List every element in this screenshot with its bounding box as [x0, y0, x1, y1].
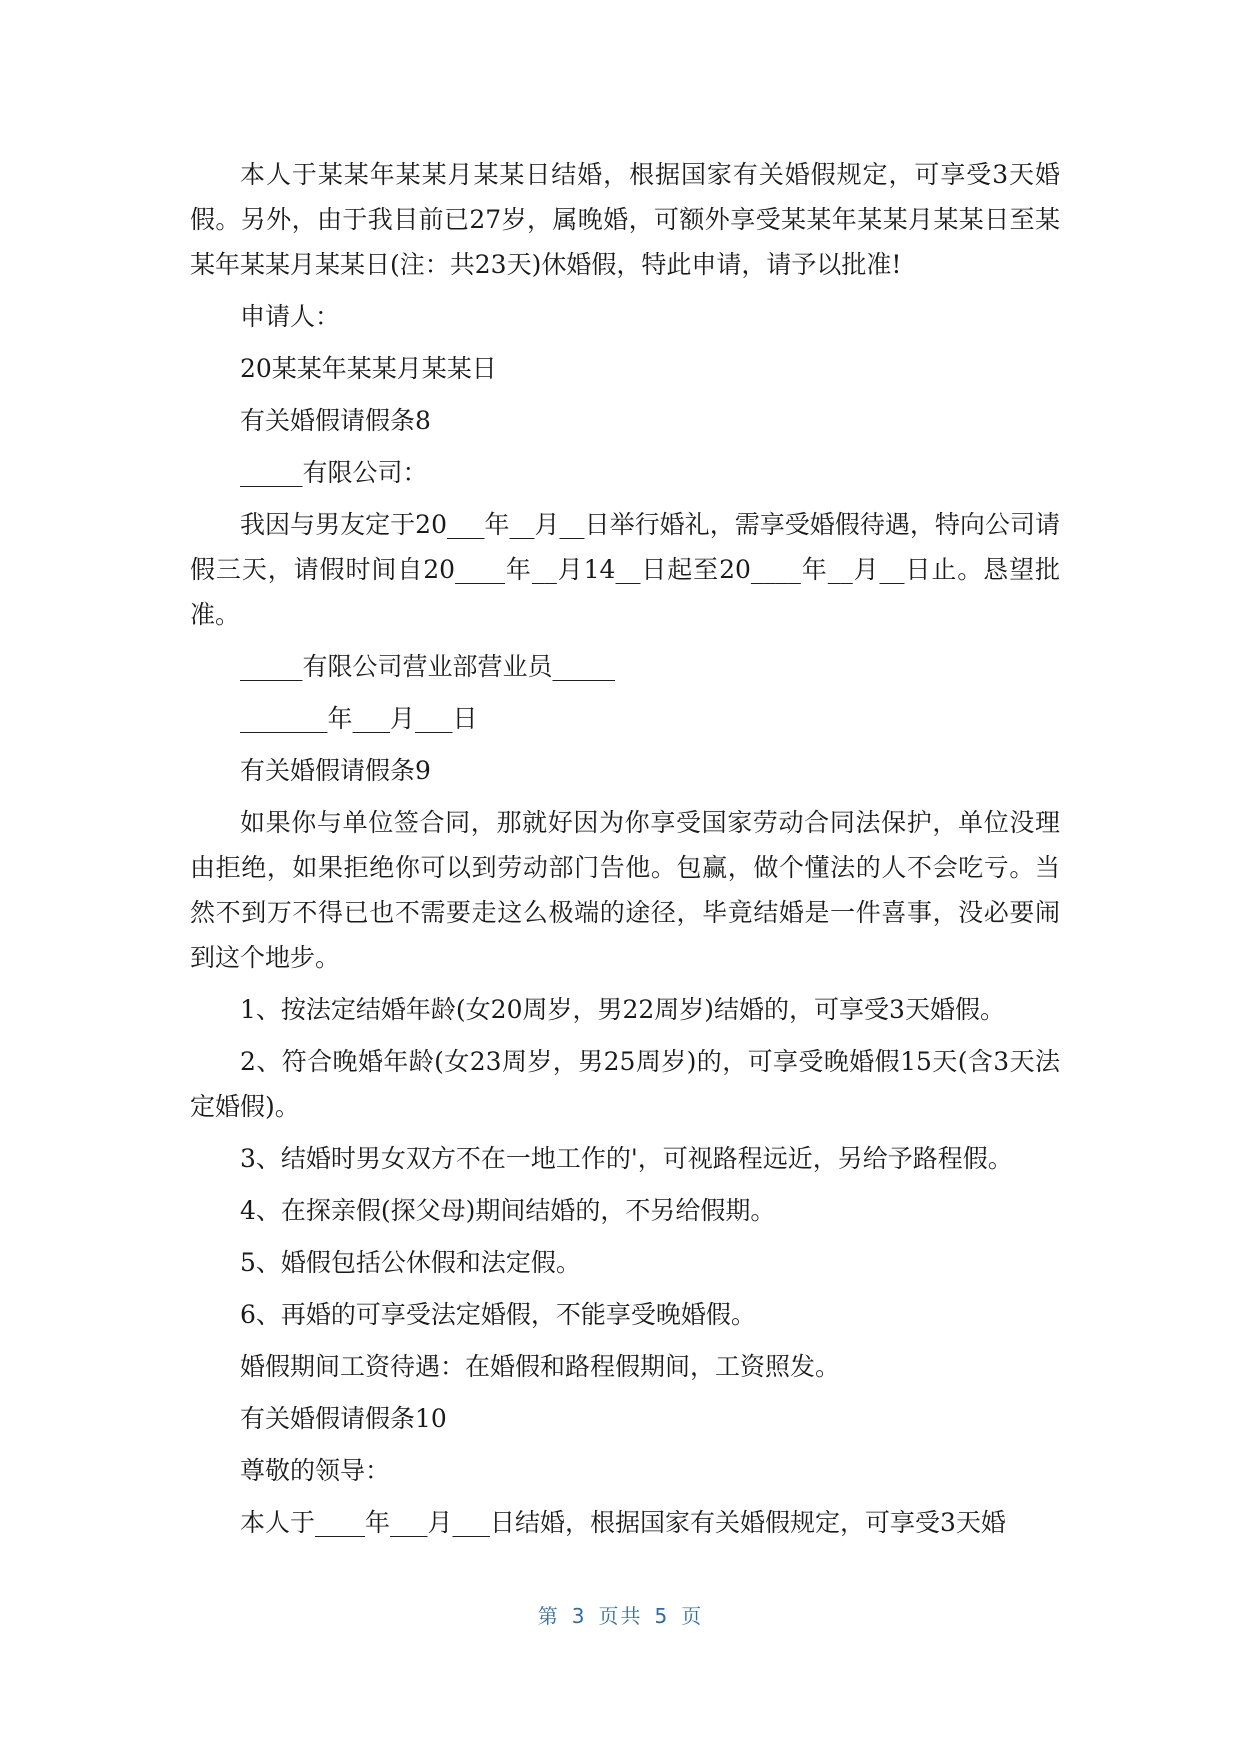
rule-item-1: 1、按法定结婚年龄(女20周岁，男22周岁)结婚的，可享受3天婚假。	[240, 995, 1005, 1024]
rule-item-3: 3、结婚时男女双方不在一地工作的'，可视路程远近，另给予路程假。	[240, 1144, 1013, 1173]
applicant-line: 申请人：	[240, 302, 341, 331]
section-heading-9: 有关婚假请假条9	[240, 756, 431, 785]
footer-word-yegong: 页共	[598, 1604, 643, 1628]
paragraph-final: 本人于____年___月___日结婚，根据国家有关婚假规定，可享受3天婚	[240, 1508, 1006, 1537]
date-line: 20某某年某某月某某日	[240, 354, 497, 383]
rule-item-2: 2、符合晚婚年龄(女23周岁，男25周岁)的，可享受晚婚假15天(含3天法定婚假)。	[190, 1047, 1060, 1121]
paragraph-intro: 本人于某某年某某月某某日结婚，根据国家有关婚假规定，可享受3天婚假。另外，由于我目前已27岁，属晚婚，可额外享受某某年某某月某某日至某某年某某月某某日(注：共23天)休婚假，特此申请，请予以批准!	[190, 160, 1060, 279]
document-body	[190, 152, 1060, 1552]
paragraph-contract-advice: 如果你与单位签合同，那就好因为你享受国家劳动合同法保护，单位没理由拒绝，如果拒绝你可以到劳动部门告他。包赢，做个懂法的人不会吃亏。当然不到万不得已也不需要走这么极端的途径，毕竟结婚是一件喜事，没必要闹到这个地步。	[190, 808, 1060, 972]
page-footer	[0, 1600, 1241, 1629]
section-heading-10: 有关婚假请假条10	[240, 1404, 447, 1433]
rule-item-5: 5、婚假包括公休假和法定假。	[240, 1248, 581, 1277]
company-salutation: _____有限公司：	[240, 458, 428, 487]
paragraph-leave-request: 我因与男友定于20___年__月__日举行婚礼，需享受婚假待遇，特向公司请假三天，请假时间自20____年__月14__日起至20____年__月__日止。恳望批准。	[190, 510, 1060, 629]
leader-salutation: 尊敬的领导：	[240, 1456, 391, 1485]
current-page-number: 3	[571, 1604, 587, 1628]
footer-word-di: 第	[537, 1604, 560, 1628]
section-heading-8: 有关婚假请假条8	[240, 406, 431, 435]
footer-word-ye: 页	[681, 1604, 704, 1628]
rule-item-6: 6、再婚的可享受法定婚假，不能享受晚婚假。	[240, 1300, 756, 1329]
signature-date-line: _______年___月___日	[240, 704, 478, 733]
total-page-number: 5	[654, 1604, 670, 1628]
salary-note: 婚假期间工资待遇：在婚假和路程假期间，工资照发。	[240, 1352, 841, 1381]
signature-line: _____有限公司营业部营业员_____	[240, 652, 616, 681]
rule-item-4: 4、在探亲假(探父母)期间结婚的，不另给假期。	[240, 1196, 776, 1225]
